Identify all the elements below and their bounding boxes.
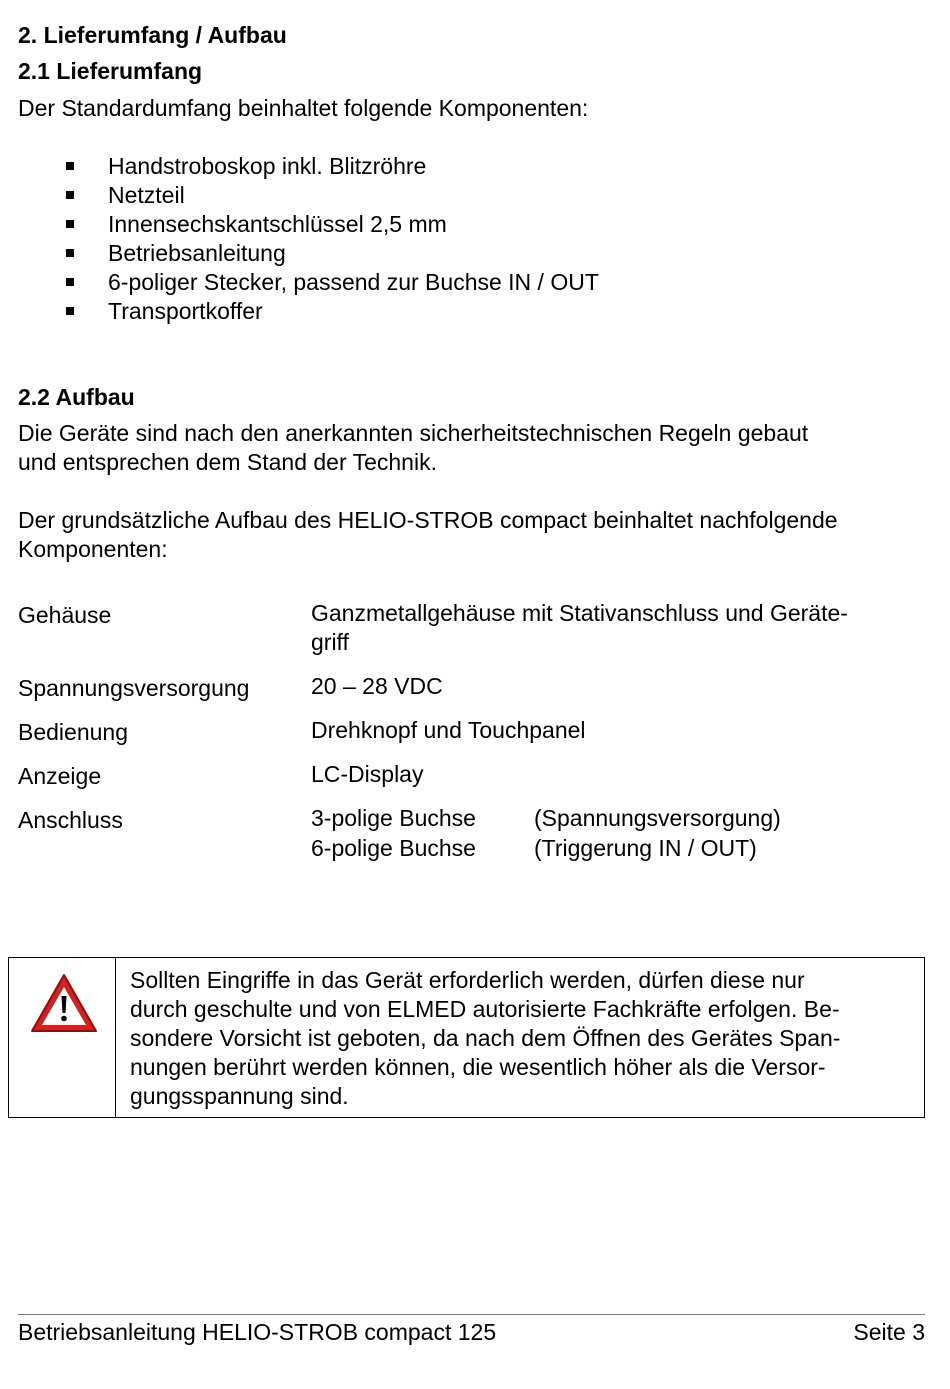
spec-value-gehaeuse: Ganzmetallgehäuse mit Stativanschluss und Geräte- griff: [311, 600, 848, 655]
spec-label-gehaeuse: Gehäuse: [18, 602, 112, 628]
warning-triangle-icon: [29, 972, 99, 1034]
spec-label-spannung: Spannungsversorgung: [18, 675, 250, 701]
bullet-square-icon: [66, 249, 74, 257]
footer-page-number: Seite 3: [853, 1319, 925, 1345]
bullet-square-icon: [66, 162, 74, 170]
warning-box: [8, 957, 925, 1118]
paragraph-components: Der grundsätzliche Aufbau des HELIO-STROB compact beinhaltet nachfolgende Komponenten:: [18, 507, 838, 562]
list-item: Betriebsanleitung: [62, 239, 599, 268]
bullet-square-icon: [66, 278, 74, 286]
spec-label-anzeige: Anzeige: [18, 763, 102, 789]
section-heading: 2. Lieferumfang / Aufbau: [18, 22, 287, 48]
spec-value-anschluss-purpose-1: (Spannungsversorgung): [534, 805, 781, 831]
intro-text: Der Standardumfang beinhaltet folgende Komponenten:: [18, 95, 589, 121]
bullet-square-icon: [66, 220, 74, 228]
spec-value-bedienung: Drehknopf und Touchpanel: [311, 717, 586, 743]
footer-rule: [18, 1314, 925, 1315]
list-item: 6-poliger Stecker, passend zur Buchse IN / OUT: [62, 268, 599, 297]
warning-divider: [115, 958, 116, 1117]
spec-value-anschluss-purpose-2: (Triggerung IN / OUT): [534, 835, 757, 861]
footer-document-title: Betriebsanleitung HELIO-STROB compact 125: [18, 1319, 497, 1345]
bullet-square-icon: [66, 307, 74, 315]
warning-text: Sollten Eingriffe in das Gerät erforderlich werden, dürfen diese nur durch geschulte und von ELMED autorisierte Fachkräfte erfolgen. Be- sondere Vorsicht ist geboten, da nach dem Öffnen des Gerätes Span- nungen berührt werden können, die wesentlich höher als die Versor- gungsspannung sind.: [130, 967, 841, 1109]
subsection-heading-lieferumfang: 2.1 Lieferumfang: [18, 58, 203, 84]
list-item: Innensechskantschlüssel 2,5 mm: [62, 210, 599, 239]
spec-value-spannung: 20 – 28 VDC: [311, 673, 443, 699]
list-item: Handstroboskop inkl. Blitzröhre: [62, 152, 599, 181]
spec-label-bedienung: Bedienung: [18, 719, 128, 745]
delivery-items-list: [62, 152, 599, 326]
list-item: Netzteil: [62, 181, 599, 210]
spec-value-anzeige: LC-Display: [311, 761, 424, 787]
subsection-heading-aufbau: 2.2 Aufbau: [18, 384, 135, 410]
bullet-square-icon: [66, 191, 74, 199]
spec-value-anschluss-socket-2: 6-polige Buchse: [311, 835, 476, 861]
list-item: Transportkoffer: [62, 297, 599, 326]
spec-value-anschluss-socket-1: 3-polige Buchse: [311, 805, 476, 831]
paragraph-standards: Die Geräte sind nach den anerkannten sicherheitstechnischen Regeln gebaut und entsprechen dem Stand der Technik.: [18, 420, 809, 475]
spec-label-anschluss: Anschluss: [18, 807, 123, 833]
